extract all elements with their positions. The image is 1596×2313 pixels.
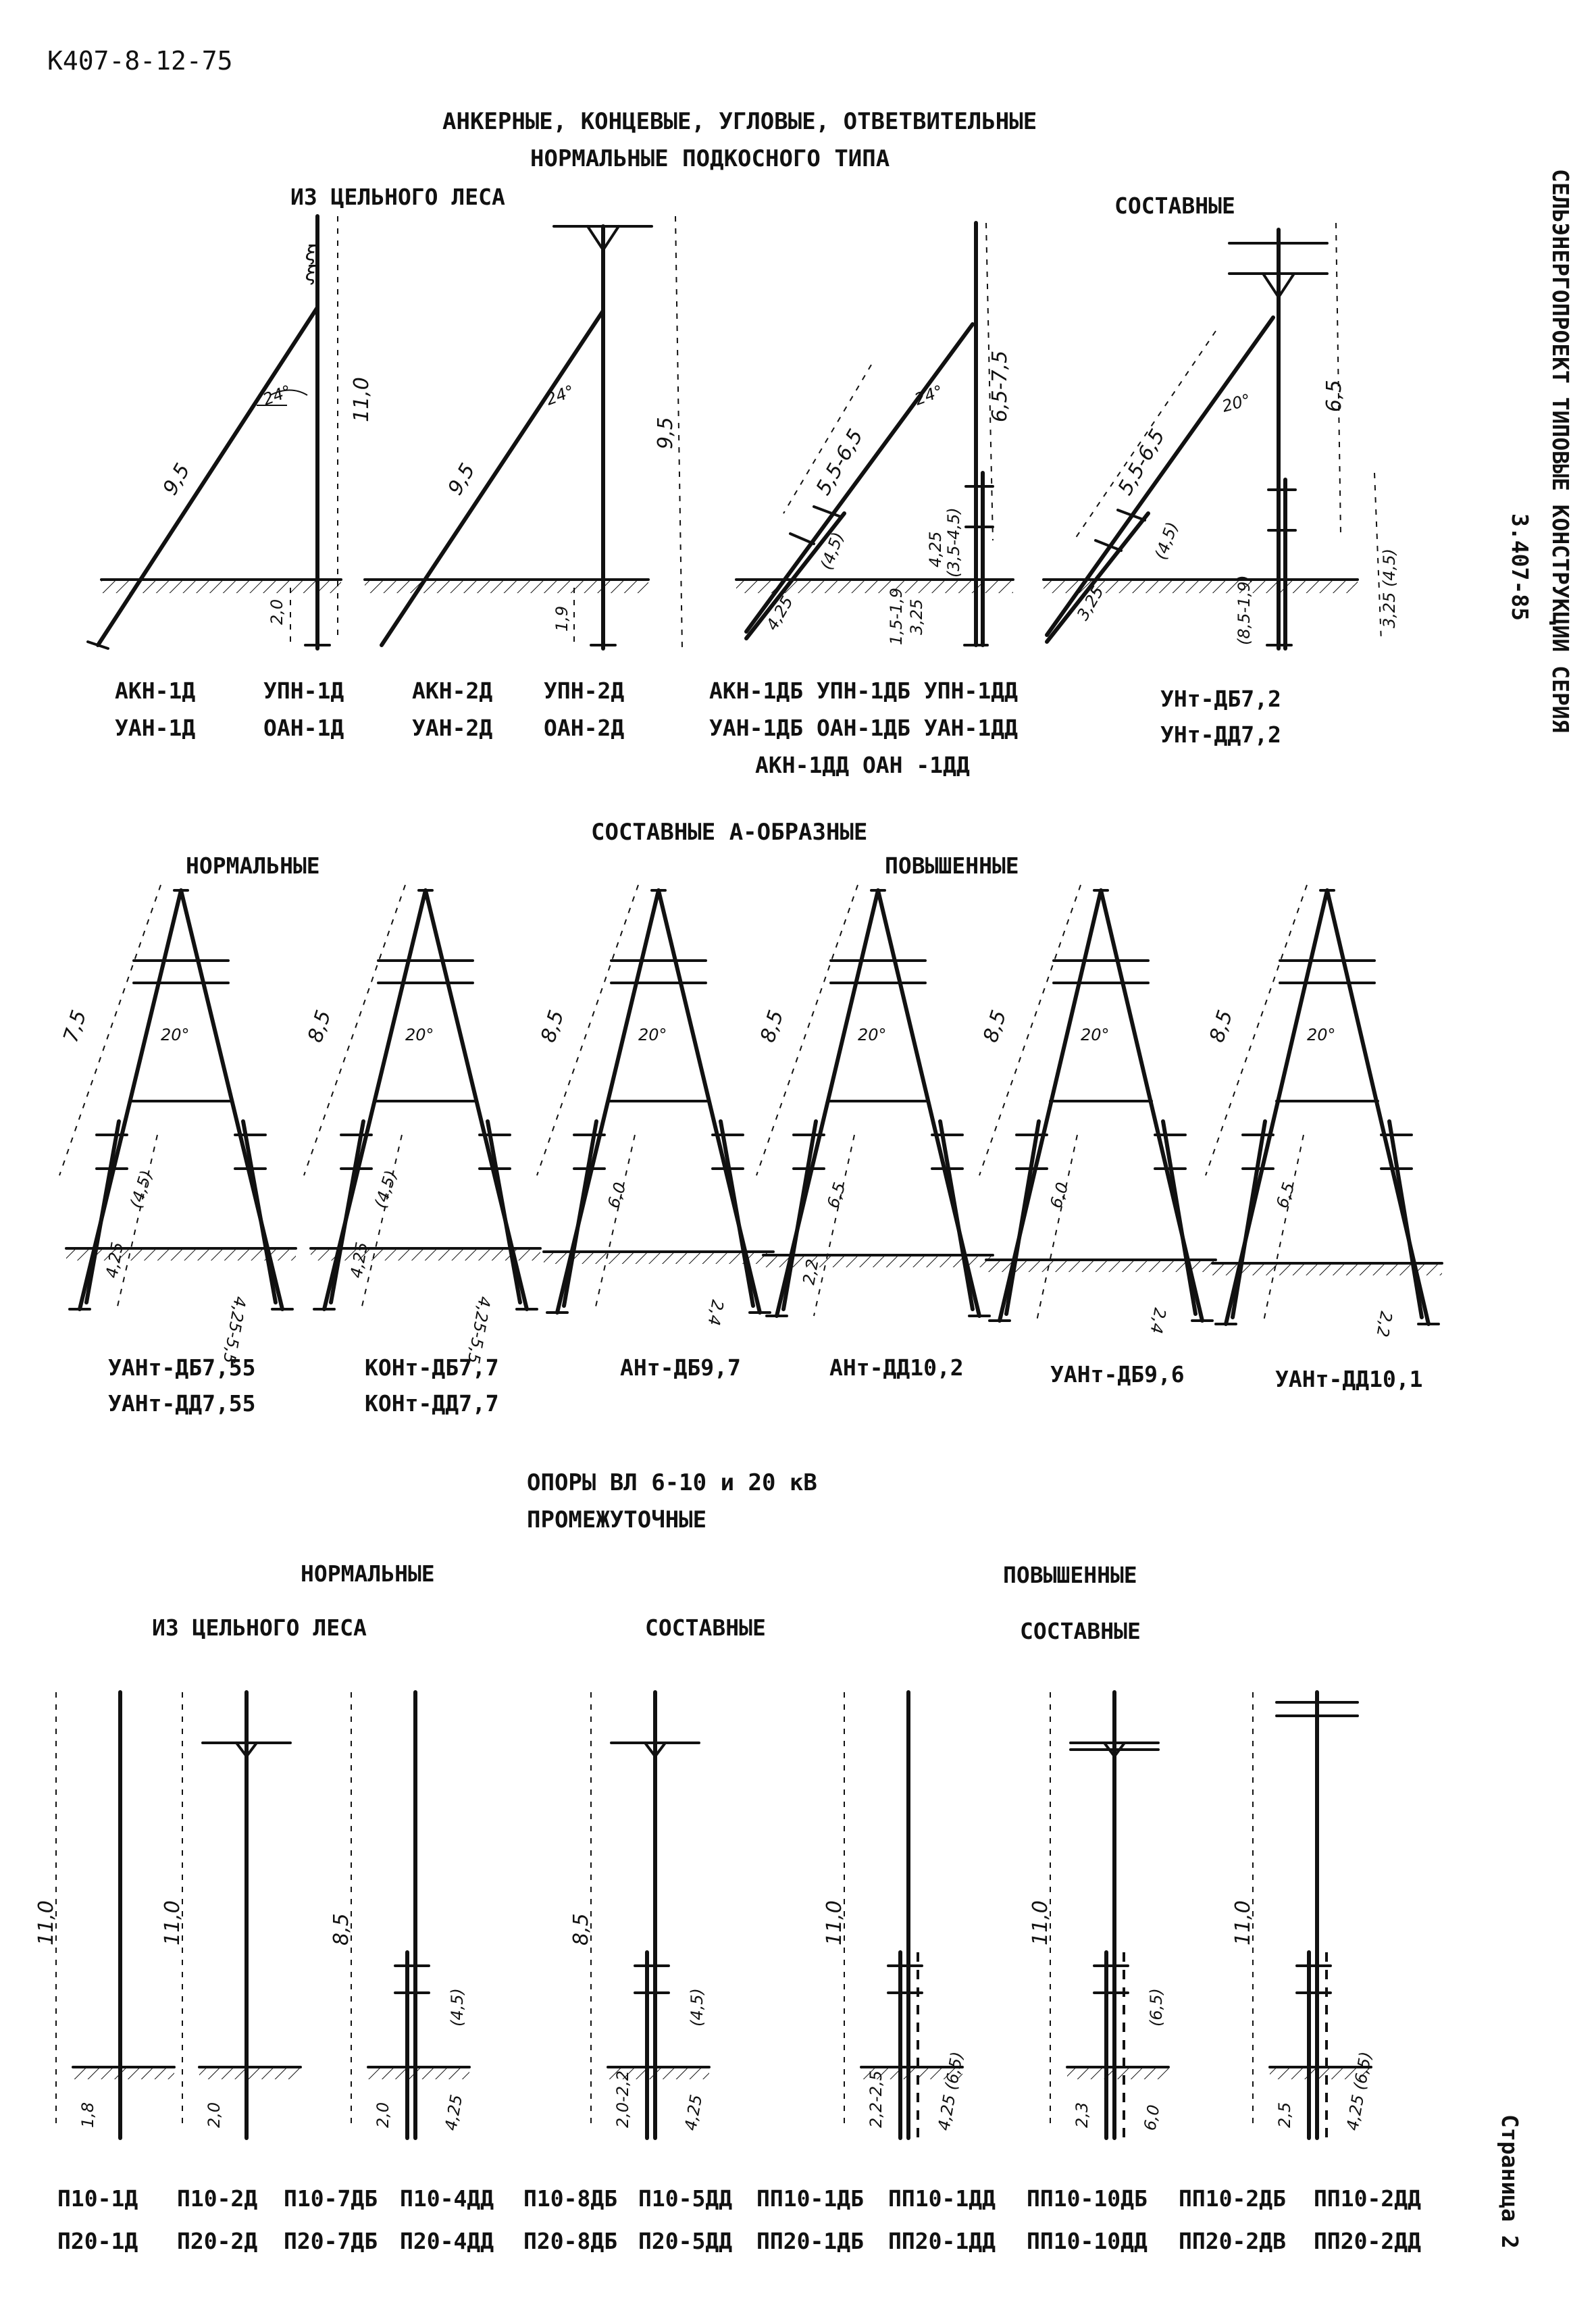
a-frame-5 bbox=[979, 885, 1216, 1335]
s1-label-5a: АКН-1ДБ УПН-1ДБ УПН-1ДД bbox=[709, 678, 1018, 704]
pole-height: 11,0 bbox=[823, 1900, 846, 1946]
a-frame-splice-group bbox=[823, 1180, 849, 1211]
intermediate-pole-group bbox=[34, 1692, 1375, 2138]
a-frame-length-group bbox=[979, 1007, 1011, 1045]
pole-low: 4,25 bbox=[681, 2093, 706, 2133]
pole-splice-group bbox=[1147, 1988, 1166, 2027]
s3-label-r2-8: ПП10-10ДД bbox=[1027, 2228, 1148, 2254]
pole-low-group bbox=[441, 2093, 466, 2132]
a-frame-group bbox=[59, 885, 1442, 1365]
pole-low-group bbox=[934, 2050, 967, 2132]
pole-depth-group bbox=[867, 2070, 885, 2128]
a-frame-length: 8,5 bbox=[1205, 1007, 1238, 1046]
s3-label-r1-6: ПП10-1ДБ bbox=[756, 2185, 864, 2212]
s2-label-1b: УАНт-ДД7,55 bbox=[108, 1390, 256, 1417]
a-frame-length-group bbox=[1205, 1007, 1237, 1045]
a-frame-depth-left: 4,25 bbox=[102, 1240, 128, 1280]
a-frame-length-group bbox=[536, 1007, 569, 1045]
s1-label-4b: ОАН-2Д bbox=[544, 715, 625, 741]
a-frame-length: 8,5 bbox=[303, 1007, 336, 1046]
a-frame-right-splice bbox=[1163, 1121, 1195, 1314]
s2-label-5: УАНт-ДБ9,6 bbox=[1050, 1361, 1185, 1388]
svg-text:ξ: ξ bbox=[305, 242, 317, 265]
pole-height-group bbox=[330, 1913, 353, 1946]
dim-d-splice: (4,5) bbox=[1151, 519, 1183, 563]
section3-title-line1: ОПОРЫ ВЛ 6-10 и 20 кВ bbox=[527, 1469, 817, 1496]
ground-hatch bbox=[763, 1256, 993, 1267]
a-frame-6 bbox=[1205, 885, 1442, 1338]
a-frame-splice-group bbox=[1046, 1180, 1072, 1211]
intermediate-pole-1 bbox=[34, 1692, 174, 2138]
s3-label-r1-3: П10-4ДД bbox=[400, 2185, 494, 2212]
s3-label-r2-0: П20-1Д bbox=[57, 2228, 138, 2254]
s3-label-r1-5: П10-5ДД bbox=[638, 2185, 733, 2212]
dimension-line bbox=[117, 1135, 157, 1309]
a-frame-length: 8,5 bbox=[756, 1007, 789, 1046]
pole-splice-group bbox=[688, 1988, 706, 2027]
s3-label-r1-9: ПП10-2ДБ bbox=[1179, 2185, 1286, 2212]
a-frame-right-splice bbox=[1389, 1121, 1422, 1317]
section1-title-line1: АНКЕРНЫЕ, КОНЦЕВЫЕ, УГЛОВЫЕ, ОТВЕТВИТЕЛЬНЫЕ bbox=[442, 108, 1037, 135]
s3-label-r1-1: П10-2Д bbox=[177, 2185, 258, 2212]
pole-height-group bbox=[1231, 1900, 1255, 1946]
a-frame-4 bbox=[756, 885, 993, 1316]
ground-hatch bbox=[1212, 1265, 1442, 1275]
a-frame-left-splice bbox=[1233, 1121, 1265, 1317]
ground-hatch bbox=[311, 1250, 540, 1261]
a-frame-depth-left-group bbox=[346, 1241, 371, 1279]
a-frame-depth-left: 4,25 bbox=[346, 1240, 372, 1280]
dim-c-length: 5,5-6,5 bbox=[811, 425, 869, 499]
s3-label-r1-10: ПП10-2ДД bbox=[1314, 2185, 1421, 2212]
pole-depth: 2,5 bbox=[1275, 2102, 1294, 2128]
pole-depth-group bbox=[613, 2070, 632, 2128]
intermediate-pole-6 bbox=[1029, 1692, 1168, 2138]
pole-splice: (4,5) bbox=[448, 1988, 467, 2027]
section3-sub-composite2: СОСТАВНЫЕ bbox=[1020, 1618, 1141, 1644]
dimension-line bbox=[814, 1135, 854, 1316]
pole-height: 11,0 bbox=[1029, 1900, 1052, 1946]
s1-label-6b: УНт-ДД7,2 bbox=[1160, 721, 1281, 748]
s3-label-r1-4: П10-8ДБ bbox=[523, 2185, 618, 2212]
a-frame-depth-right-group bbox=[1372, 1310, 1395, 1338]
section3-title-line2: ПРОМЕЖУТОЧНЫЕ bbox=[527, 1506, 707, 1533]
section3-sub-solid: ИЗ ЦЕЛЬНОГО ЛЕСА bbox=[152, 1615, 367, 1641]
dim-a-height: 11,0 bbox=[350, 377, 374, 422]
pole-height-group bbox=[161, 1900, 184, 1946]
ground-hatch bbox=[368, 2068, 469, 2079]
s1-label-2a: УПН-1Д bbox=[263, 678, 344, 704]
a-frame-splice: 6,5 bbox=[1272, 1179, 1299, 1211]
ground-hatch bbox=[199, 2068, 301, 2079]
section2-sub-normal: НОРМАЛЬНЫЕ bbox=[186, 853, 320, 879]
s2-label-4: АНт-ДД10,2 bbox=[829, 1354, 964, 1381]
s1-label-3a: АКН-2Д bbox=[412, 678, 493, 704]
dim-a-length: 9,5 bbox=[158, 459, 195, 499]
s3-label-r1-2: П10-7ДБ bbox=[284, 2185, 378, 2212]
a-frame-right-splice bbox=[940, 1121, 973, 1309]
dim-a-angle: 24° bbox=[260, 381, 294, 409]
dim-c-splice: (4,5) bbox=[817, 530, 848, 573]
a-frame-depth-left-group bbox=[799, 1258, 822, 1286]
pole-low-group bbox=[681, 2093, 706, 2132]
dim-a-depth: 2,0 bbox=[267, 599, 286, 625]
s1-label-5c: АКН-1ДД ОАН -1ДД bbox=[755, 752, 970, 778]
section1-title-line2: НОРМАЛЬНЫЕ ПОДКОСНОГО ТИПА bbox=[530, 145, 890, 172]
pole-height: 11,0 bbox=[1231, 1900, 1255, 1946]
pole-depth: 2,0 bbox=[205, 2102, 224, 2128]
a-frame-depth-right: 2,4 bbox=[704, 1298, 727, 1327]
a-frame-right-splice bbox=[488, 1121, 520, 1302]
a-frame-depth-right: 4,25-5,5 bbox=[219, 1294, 250, 1365]
dim-d-bot: (8,5-1,9) bbox=[1235, 575, 1254, 645]
intermediate-pole-4 bbox=[569, 1692, 709, 2138]
a-frame-splice-group bbox=[126, 1168, 156, 1211]
dimension-line bbox=[361, 1135, 402, 1309]
a-frame-length-group bbox=[756, 1007, 788, 1045]
a-frame-right-splice bbox=[721, 1121, 753, 1306]
section2-title: СОСТАВНЫЕ А-ОБРАЗНЫЕ bbox=[591, 819, 868, 846]
a-frame-left-splice bbox=[1006, 1121, 1039, 1314]
s1-label-4a: УПН-2Д bbox=[544, 678, 625, 704]
pole-depth-group bbox=[374, 2102, 392, 2128]
a-frame-splice: (4,5) bbox=[371, 1168, 401, 1211]
ground-hatch bbox=[544, 1253, 773, 1264]
s3-label-r2-6: ПП20-1ДБ bbox=[756, 2228, 864, 2254]
s2-label-2a: КОНт-ДБ7,7 bbox=[365, 1354, 499, 1381]
ground-hatch bbox=[73, 2068, 174, 2079]
s2-label-2b: КОНт-ДД7,7 bbox=[365, 1390, 499, 1417]
pole-splice: (4,5) bbox=[688, 1988, 706, 2027]
section1-sub-composite: СОСТАВНЫЕ bbox=[1114, 193, 1235, 219]
dimension-line bbox=[1263, 1135, 1304, 1324]
dim-c-bot3: 1,5-1,9 bbox=[887, 588, 906, 645]
dim-b-angle: 24° bbox=[543, 381, 577, 409]
dim-c-bot1: 4,25 bbox=[926, 531, 945, 567]
a-frame-angle: 20° bbox=[638, 1025, 667, 1044]
s3-label-r1-0: П10-1Д bbox=[57, 2185, 138, 2212]
a-frame-depth-right: 2,2 bbox=[1372, 1309, 1396, 1339]
a-frame-length-group bbox=[59, 1007, 91, 1045]
a-frame-length: 7,5 bbox=[59, 1007, 92, 1046]
a-frame-length: 8,5 bbox=[536, 1007, 569, 1046]
dim-d-height: 6,5 bbox=[1322, 380, 1346, 412]
s1-label-3b: УАН-2Д bbox=[412, 715, 493, 741]
s3-label-r2-9: ПП20-2ДВ bbox=[1179, 2228, 1286, 2254]
pole-depth-group bbox=[1073, 2102, 1091, 2128]
s2-label-6: УАНт-ДД10,1 bbox=[1275, 1366, 1423, 1392]
a-frame-splice: 6,5 bbox=[823, 1179, 850, 1211]
s1-label-2b: ОАН-1Д bbox=[263, 715, 344, 741]
dimension-line bbox=[1037, 1135, 1077, 1321]
a-frame-depth-right: 2,4 bbox=[1146, 1306, 1170, 1336]
s3-label-r2-7: ПП20-1ДД bbox=[888, 2228, 996, 2254]
a-frame-angle: 20° bbox=[1081, 1025, 1110, 1044]
ground-hatch bbox=[986, 1261, 1216, 1272]
pole-depth: 1,8 bbox=[78, 2102, 97, 2128]
pole-depth: 2,3 bbox=[1073, 2102, 1091, 2128]
document-code: К407-8-12-75 bbox=[47, 46, 233, 76]
pole-height: 11,0 bbox=[34, 1900, 58, 1946]
pole-height-group bbox=[823, 1900, 846, 1946]
dim-d-low: 3,25 bbox=[1073, 582, 1108, 624]
section3-sub-raised: ПОВЫШЕННЫЕ bbox=[1003, 1562, 1137, 1588]
dim-b-height: 9,5 bbox=[654, 417, 677, 449]
s3-label-r2-5: П20-5ДД bbox=[638, 2228, 733, 2254]
s2-label-1a: УАНт-ДБ7,55 bbox=[108, 1354, 256, 1381]
section3-sub-normal: НОРМАЛЬНЫЕ bbox=[301, 1560, 435, 1587]
dim-c-splice2: (3,5-4,5) bbox=[944, 507, 963, 578]
dim-c-bot2: 3,25 bbox=[907, 599, 926, 635]
a-frame-1 bbox=[59, 885, 296, 1365]
a-frame-depth-right-group bbox=[464, 1295, 494, 1365]
a-frame-splice-group bbox=[604, 1180, 629, 1211]
intermediate-pole-5 bbox=[823, 1692, 967, 2138]
a-frame-splice: (4,5) bbox=[126, 1168, 157, 1211]
pole-low: 4,25 (6,5) bbox=[934, 2050, 967, 2133]
section2-sub-raised: ПОВЫШЕННЫЕ bbox=[885, 853, 1019, 879]
dim-b-depth: 1,9 bbox=[552, 605, 571, 632]
s2-label-3: АНт-ДБ9,7 bbox=[620, 1354, 741, 1381]
pole-height: 8,5 bbox=[569, 1913, 593, 1946]
pole-low: 4,25 (6,5) bbox=[1343, 2050, 1376, 2133]
a-frame-depth-right-group bbox=[1146, 1306, 1169, 1335]
a-frame-length-group bbox=[303, 1007, 336, 1045]
pole-depth-group bbox=[1275, 2102, 1294, 2128]
a-frame-splice-group bbox=[371, 1168, 401, 1211]
dim-b-length: 9,5 bbox=[443, 459, 480, 499]
a-frame-splice: 6,0 bbox=[1046, 1179, 1073, 1211]
a-frame-3 bbox=[536, 885, 773, 1327]
a-frame-left-splice bbox=[564, 1121, 596, 1306]
a-frame-splice: 6,0 bbox=[604, 1179, 630, 1211]
a-frame-depth-right: 4,25-5,5 bbox=[463, 1294, 494, 1365]
pole-splice-group bbox=[448, 1988, 467, 2027]
pole-low-group bbox=[1140, 2104, 1163, 2132]
s3-label-r2-10: ПП20-2ДД bbox=[1314, 2228, 1421, 2254]
s3-label-r2-3: П20-4ДД bbox=[400, 2228, 494, 2254]
pole-low-group bbox=[1343, 2050, 1375, 2132]
a-frame-depth-right-group bbox=[220, 1295, 250, 1365]
s3-label-r2-2: П20-7ДБ bbox=[284, 2228, 378, 2254]
side-header-line2: 3.407-85 bbox=[1507, 513, 1533, 621]
pole-depth: 2,0 bbox=[374, 2102, 392, 2128]
a-frame-angle: 20° bbox=[858, 1025, 887, 1044]
pole-depth: 2,2-2,5 bbox=[867, 2070, 885, 2128]
a-frame-depth-left-group bbox=[102, 1241, 127, 1279]
s3-label-r2-4: П20-8ДБ bbox=[523, 2228, 618, 2254]
pole-splice: (6,5) bbox=[1147, 1988, 1166, 2027]
a-frame-angle: 20° bbox=[1307, 1025, 1336, 1044]
s3-label-r1-8: ПП10-10ДБ bbox=[1027, 2185, 1148, 2212]
ground-hatch bbox=[1067, 2068, 1168, 2079]
svg-text:ξ: ξ bbox=[305, 262, 317, 286]
pole-low: 4,25 bbox=[441, 2093, 467, 2133]
a-frame-right-splice bbox=[243, 1121, 276, 1302]
a-frame-angle: 20° bbox=[161, 1025, 190, 1044]
dim-c-height: 6,5-7,5 bbox=[988, 350, 1012, 422]
a-frame-splice-group bbox=[1272, 1180, 1298, 1211]
intermediate-pole-7 bbox=[1231, 1692, 1375, 2138]
ground-hatch bbox=[66, 1250, 296, 1261]
pole-low: 6,0 bbox=[1140, 2103, 1164, 2133]
s1-label-5b: УАН-1ДБ ОАН-1ДБ УАН-1ДД bbox=[709, 715, 1018, 741]
pole-height: 11,0 bbox=[161, 1900, 184, 1946]
pole-height-group bbox=[1029, 1900, 1052, 1946]
side-header-line1: СЕЛЬЭНЕРГОПРОЕКТ ТИПОВЫЕ КОНСТРУКЦИИ СЕРИЯ bbox=[1547, 169, 1574, 733]
pole-height-group bbox=[569, 1913, 593, 1946]
dim-c-low1: 4,25 bbox=[762, 592, 797, 634]
pole-height: 8,5 bbox=[330, 1913, 353, 1946]
pole-depth-group bbox=[205, 2102, 224, 2128]
dim-c-angle: 24° bbox=[912, 381, 946, 409]
section3-sub-composite1: СОСТАВНЫЕ bbox=[645, 1615, 766, 1641]
intermediate-pole-3 bbox=[330, 1692, 469, 2138]
pole-height-group bbox=[34, 1900, 58, 1946]
s1-label-6a: УНт-ДБ7,2 bbox=[1160, 686, 1281, 712]
a-frame-depth-right-group bbox=[704, 1298, 727, 1327]
s3-label-r1-7: ПП10-1ДД bbox=[888, 2185, 996, 2212]
page-label: Страница 2 bbox=[1497, 2114, 1523, 2249]
s3-label-r2-1: П20-2Д bbox=[177, 2228, 258, 2254]
section1-sub-solid: ИЗ ЦЕЛЬНОГО ЛЕСА bbox=[290, 184, 505, 210]
dim-d-right: 3,25 (4,5) bbox=[1380, 549, 1399, 628]
a-frame-angle: 20° bbox=[405, 1025, 434, 1044]
s1-label-1a: АКН-1Д bbox=[115, 678, 196, 704]
intermediate-pole-2 bbox=[161, 1692, 301, 2138]
pole-depth: 2,0-2,2 bbox=[613, 2070, 632, 2128]
a-frame-2 bbox=[303, 885, 540, 1365]
dimension-line bbox=[594, 1135, 635, 1313]
pole-depth-group bbox=[78, 2102, 97, 2128]
s1-label-1b: УАН-1Д bbox=[115, 715, 196, 741]
dim-d-length: 5,5-6,5 bbox=[1113, 425, 1170, 499]
a-frame-length: 8,5 bbox=[979, 1007, 1012, 1046]
dim-d-angle: 20° bbox=[1220, 390, 1253, 416]
a-frame-depth-left: 2,2 bbox=[799, 1257, 823, 1287]
